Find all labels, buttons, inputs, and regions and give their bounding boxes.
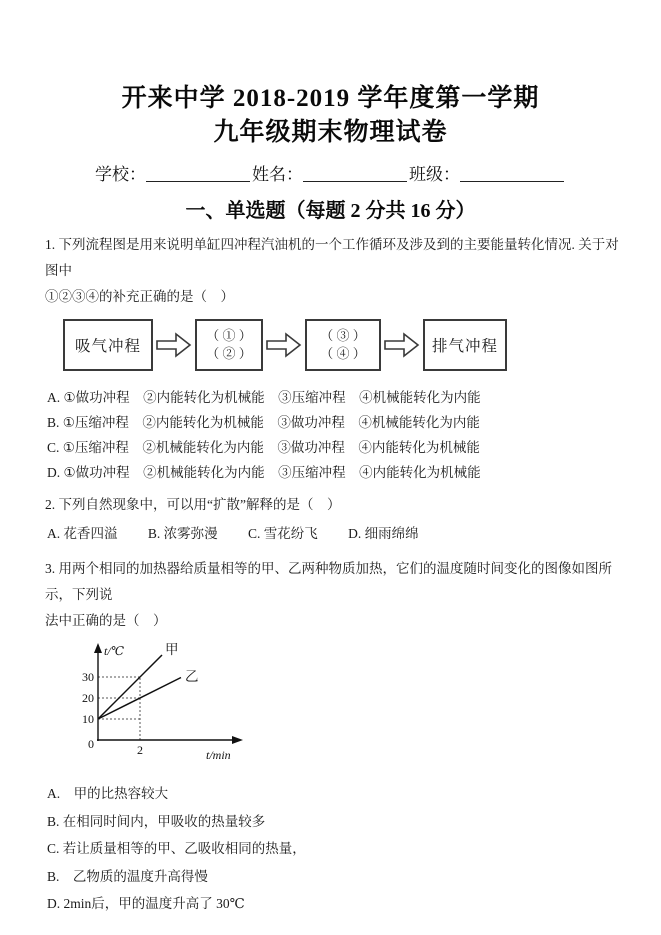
- question-3-option-c: C. 若让质量相等的甲、乙吸收相同的热量，: [47, 841, 306, 856]
- series-jia-label: 甲: [165, 642, 179, 657]
- question-1-text-line1: 1. 下列流程图是用来说明单缸四冲程汽油机的一个工作循环及涉及到的主要能量转化情况. 关于对图中: [45, 237, 619, 278]
- flowchart-step-2: （ ② ）: [206, 346, 252, 361]
- graph-axes: [97, 649, 236, 741]
- question-1-option-a: A. ①做功冲程 ②内能转化为机械能 ③压缩冲程 ④机械能转化为内能: [47, 390, 481, 405]
- flowchart-box-intake-stroke: 吸气冲程: [63, 319, 153, 371]
- flowchart-box-steps-3-4: [305, 319, 381, 371]
- question-1-option-b: B. ①压缩冲程 ②内能转化为机械能 ③做功冲程 ④机械能转化为内能: [47, 415, 480, 430]
- section-heading: 一、单选题（每题 2 分共 16 分）: [185, 200, 476, 222]
- flowchart-step-4: （ ④ ）: [320, 346, 366, 361]
- y-axis-label: t/℃: [104, 644, 125, 658]
- y-tick-30: 30: [82, 670, 94, 684]
- question-2: [0, 492, 661, 547]
- temperature-time-graph: [68, 640, 661, 773]
- question-3-text-line1: 3. 用两个相同的加热器给质量相等的甲、乙两种物质加热，它们的温度随时间变化的图像如图所示，下列说: [45, 561, 612, 602]
- page-title-line1: 开来中学 2018-2019 学年度第一学期: [121, 85, 540, 112]
- engine-cycle-flowchart: [63, 316, 661, 374]
- x-axis-arrow-icon: [232, 736, 243, 744]
- school-field-blank: [146, 164, 250, 182]
- question-3-option-b2: B. 乙物质的温度升高得慢: [47, 868, 208, 884]
- question-2-options: A. 花香四溢 B. 浓雾弥漫 C. 雪花纷飞 D. 细雨绵绵: [47, 526, 419, 541]
- question-3-options: [0, 783, 661, 915]
- question-2-text: 2. 下列自然现象中，可以用“扩散”解释的是（ ）: [45, 497, 341, 512]
- question-3-option-b: B. 在相同时间内，甲吸收的热量较多: [47, 813, 266, 829]
- name-field-label: 姓名：: [252, 165, 303, 184]
- series-yi-label: 乙: [185, 669, 199, 684]
- school-field-label: 学校：: [95, 165, 146, 184]
- right-block-arrow-icon: [384, 332, 420, 358]
- right-block-arrow-icon: [156, 332, 192, 358]
- y-axis-arrow-icon: [94, 643, 102, 653]
- student-info-line: [0, 160, 661, 185]
- question-1-text-line2: ①②③④的补充正确的是（ ）: [45, 289, 234, 304]
- question-3-option-d: D. 2min后，甲的温度升高了 30℃: [47, 896, 245, 911]
- x-tick-2: 2: [137, 743, 143, 757]
- question-3-text-line2: 法中正确的是（ ）: [45, 613, 167, 628]
- question-3-option-a: A. 甲的比热容较大: [47, 786, 169, 801]
- question-1-option-d: D. ①做功冲程 ②机械能转化为内能 ③压缩冲程 ④内能转化为机械能: [47, 465, 481, 480]
- name-field-blank: [303, 164, 407, 182]
- x-axis-label: t/min: [206, 748, 231, 762]
- question-3: [0, 556, 661, 634]
- page-title: [0, 82, 661, 150]
- question-1-option-c: C. ①压缩冲程 ②机械能转化为内能 ③做功冲程 ④内能转化为机械能: [47, 440, 480, 455]
- y-tick-10: 10: [82, 712, 94, 726]
- y-tick-0: 0: [88, 737, 94, 751]
- flowchart-step-3: （ ③ ）: [320, 328, 366, 343]
- class-field-label: 班级：: [409, 165, 460, 184]
- question-1-options: [0, 385, 661, 485]
- y-tick-20: 20: [82, 691, 94, 705]
- right-block-arrow-icon: [266, 332, 302, 358]
- page-title-line2: 九年级期末物理试卷: [213, 119, 448, 146]
- flowchart-step-1: （ ① ）: [206, 328, 252, 343]
- flowchart-box-steps-1-2: [195, 319, 263, 371]
- flowchart-box-exhaust-stroke: 排气冲程: [423, 319, 507, 371]
- class-field-blank: [460, 164, 564, 182]
- series-jia-line: [98, 655, 162, 719]
